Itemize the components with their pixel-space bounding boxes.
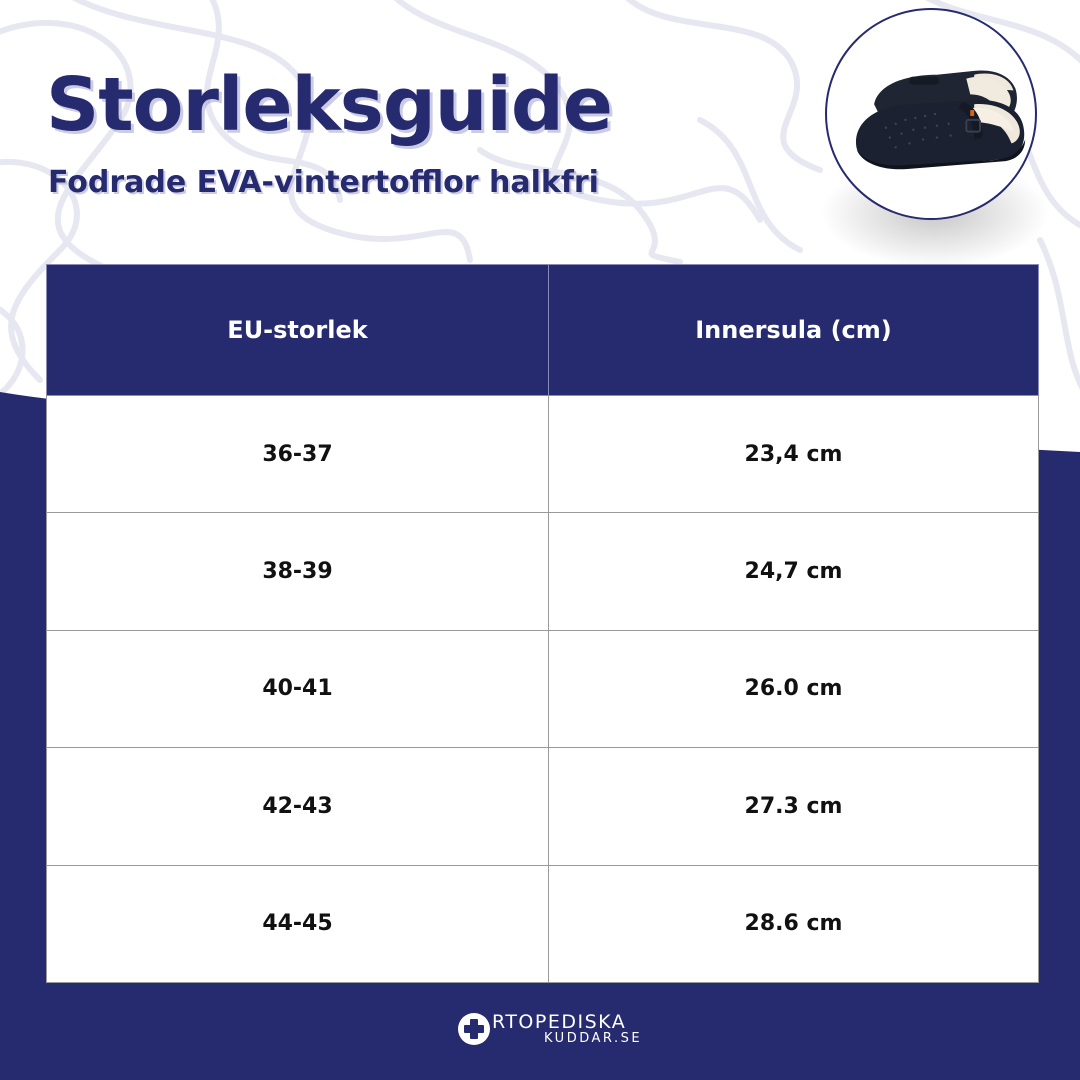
table-row [47, 630, 1039, 747]
table-row [47, 396, 1039, 513]
brand-name-line2: KUDDAR.SE [544, 1031, 643, 1046]
medical-cross-icon [457, 1012, 491, 1046]
table-header-row [47, 265, 1039, 396]
cell-eu-size: 42-43 [47, 748, 549, 865]
header-insole-length: Innersula (cm) [549, 265, 1039, 396]
cell-eu-size: 44-45 [47, 865, 549, 982]
page-title: Storleksguide [46, 62, 612, 148]
clog-slipper-image [827, 10, 1035, 218]
size-table [46, 264, 1039, 983]
cell-eu-size: 36-37 [47, 396, 549, 513]
table-row [47, 748, 1039, 865]
cell-eu-size: 40-41 [47, 630, 549, 747]
header-eu-size: EU-storlek [47, 265, 549, 396]
cell-insole-length: 23,4 cm [549, 396, 1039, 513]
table-row [47, 865, 1039, 982]
cell-insole-length: 27.3 cm [549, 748, 1039, 865]
brand-name-line1: RTOPEDISKA [492, 1011, 627, 1033]
cell-insole-length: 28.6 cm [549, 865, 1039, 982]
table-row [47, 513, 1039, 630]
cell-eu-size: 38-39 [47, 513, 549, 630]
cell-insole-length: 24,7 cm [549, 513, 1039, 630]
page-subtitle: Fodrade EVA-vintertofflor halkfri [48, 165, 599, 200]
cell-insole-length: 26.0 cm [549, 630, 1039, 747]
brand-logo [457, 1012, 642, 1046]
product-image-frame [825, 8, 1037, 220]
